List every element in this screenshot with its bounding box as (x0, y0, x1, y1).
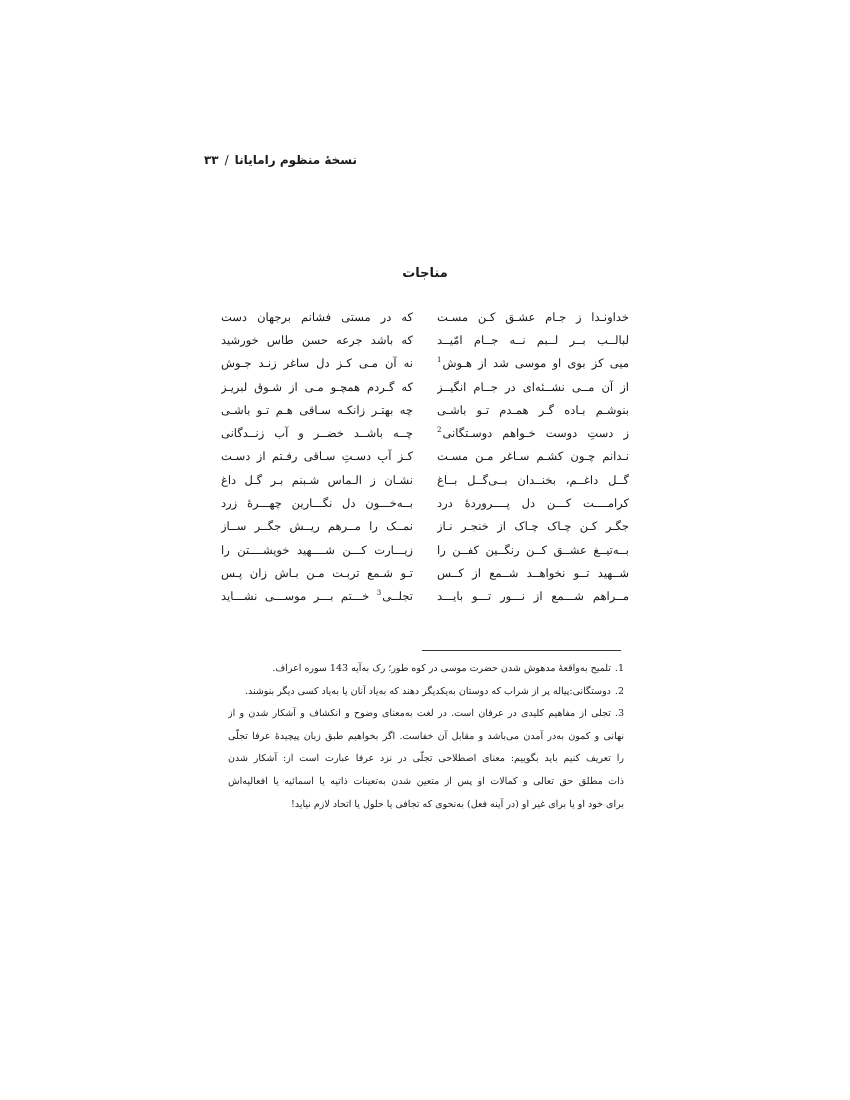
section-title: مناجات (402, 266, 448, 281)
hemistich-left: بــه‌خـــونِ دل نگـــارین چهـــرهٔ زرد (221, 496, 413, 511)
footnote-ref[interactable]: 2 (437, 426, 442, 435)
hemistich-left: تـو شـمع تربـت مـن بـاش زان پـس (221, 565, 413, 580)
page-number: ۳۳ (203, 153, 219, 167)
hemistich-left: نمــک را مــرهم ریــش جگــر ســاز (221, 519, 413, 534)
hemistich-left: نه آن مـی کـز دلِ ساغر زنـد جـوش (221, 356, 413, 371)
hemistich-right: بــه‌تیــغ عشــق کــن رنگــین کفــن را (437, 542, 629, 557)
footnote-continuation: را تعریف کنیم باید بگوییم: معنای اصطلاحی تجلّی در نزد عرفا عبارت است از: آشکار شدن (228, 753, 624, 765)
footnote-continuation: برای خود او یا برای غیر او (در آینه فعل) به‌نحوی که تجافی یا حلول یا اتحاد لازم نیاید! (291, 798, 624, 810)
footnote-number: 3. (614, 708, 624, 720)
couplet (221, 375, 629, 398)
hemistich-left: نشـان ز الـماس شـبنم بـر گـل داغ (221, 472, 413, 487)
hemistich-left: کـز آبِ دسـتِ سـاقی رفـتم از دسـت (221, 449, 413, 464)
couplet (221, 561, 629, 584)
hemistich-left: که باشد جرعه حسن طاس خورشید (221, 332, 413, 347)
poem (221, 305, 629, 608)
hemistich-right: کرامــــت کـــن دلِ پــــروردهٔ درد (437, 496, 629, 511)
couplet (221, 445, 629, 468)
hemistich-right: نـدانم چـون کشـم سـاغر مـنِ مسـت (437, 449, 629, 464)
footnote: 2.دوستگانی:پیاله پر از شراب که دوستان به‌یکدیگر دهند که به‌یاد آنان یا به‌یاد کسی دیگر بنوشند. (244, 685, 624, 697)
hemistich-right: لبالــب بــر لــبم نــه جــام امّیــد (437, 332, 629, 347)
hemistich-right: بنوشـم بـاده گـر همـدم تـو باشـی (437, 402, 629, 417)
couplet (221, 328, 629, 351)
footnotes (228, 658, 624, 816)
hemistich-right: میی کز بوی او موسی شد از هـوش$^1$ (437, 356, 629, 371)
hemistich-right: مــراهم شـــمع از نـــور تـــو بایـــد (437, 589, 629, 604)
couplet (221, 491, 629, 514)
hemistich-left: که در مستی فشانم برجهان دست (221, 309, 413, 324)
footnote-divider (422, 650, 621, 651)
couplet (221, 352, 629, 375)
footnote: 1.تلمیح به‌واقعهٔ مدهوش شدن حضرت موسی در کوه طور؛ رک به‌آیه 143 سوره اعراف. (272, 663, 624, 674)
couplet (221, 305, 629, 328)
hemistich-left: زیـــارت کـــن شــــهید خویشــــتن را (221, 542, 413, 557)
couplet (221, 398, 629, 421)
hemistich-right: ز دستِ دوست خـواهم دوسـتگانی$^2$ (437, 426, 629, 441)
hemistich-right: جگـر کـن چـاک چـاک از خنجـر نـاز (437, 519, 629, 534)
hemistich-right: شــهید تــو نخواهــد شــمع از کــس (437, 565, 629, 580)
footnote-number: 1. (614, 663, 624, 674)
hemistich-right: از آن مــی نشــئه‌ای در جــام انگیــز (437, 379, 629, 394)
couplet (221, 468, 629, 491)
footnote-continuation: نهانی و کمون به‌در آمدن می‌باشد و مقابل آن خفاست. اگر بخواهیم طبق زبان پیچیدهٔ عرفا تجلّی (228, 730, 624, 742)
couplet (221, 585, 629, 608)
couplet (221, 538, 629, 561)
footnote-number: 2. (614, 685, 624, 697)
hemistich-left: چــه باشــد خضــر و آب زنــدگانی (221, 426, 413, 441)
footnote-ref[interactable]: 1 (437, 356, 442, 365)
footnote-ref[interactable]: 3 (376, 589, 382, 598)
hemistich-left: چه بهتـر زانکـه سـاقی هـم تـو باشـی (221, 402, 413, 417)
hemistich-left: تجلــی$^3$ خـــتم بـــر موســـی نشـــاید (221, 589, 413, 604)
running-header (204, 153, 357, 167)
hemistich-right: خداونـدا ز جـام عشـق کـن مسـت (437, 309, 629, 324)
footnote: 3.تجلی از مفاهیم کلیدی در عرفان است. در لغت به‌معنای وضوح و انکشاف و آشکار شدن و از (228, 708, 624, 720)
hemistich-left: که گـردم همچـو مـی از شـوق لبریـز (221, 379, 413, 394)
couplet (221, 515, 629, 538)
book-title: نسخهٔ منظوم رامایانا (234, 153, 357, 167)
couplet (221, 421, 629, 444)
header-separator: / (224, 153, 229, 167)
hemistich-right: گــل داغــم، بخنــدان بــی‌گــل بــاغ (437, 472, 629, 487)
footnote-continuation: ذات مطلق حق تعالی و کمالات او پس از متعین شدن به‌تعینات ذاتیه یا اسمائیه یا افعالیه‌اش (228, 775, 624, 787)
